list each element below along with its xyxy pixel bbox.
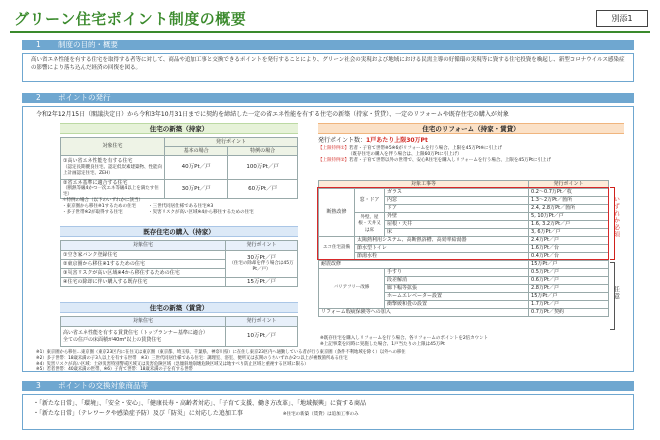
sp1-label: 【上限特例①】 bbox=[318, 145, 350, 151]
rf-item: 外壁 bbox=[385, 213, 529, 221]
section1-number: 1 bbox=[36, 40, 41, 49]
footnote: ※1）東京圏から移住…東京圏（東京23区内に在住又は東京圏（東京都、埼玉県、千葉県、神奈川県）に在住し東京23区内へ通勤している者が行う東京圏（条件不利地域を除く）以外への移住 bbox=[36, 350, 406, 355]
special-3: ・三世代同居仕様である住宅※3 bbox=[148, 204, 214, 210]
new-own-table bbox=[60, 137, 298, 199]
limit-value: 1戸あたり上限30万Pt bbox=[366, 137, 428, 144]
row1-special: 100万Pt／戸 bbox=[228, 156, 298, 180]
ex-pts: 30万Pt／戸 bbox=[247, 254, 276, 261]
row2-title: ②省エネ基準に適合する住宅 bbox=[63, 180, 128, 186]
rf-item: 内窓 bbox=[385, 197, 529, 205]
rf-pts: 15万Pt／戸 bbox=[529, 293, 609, 301]
rf-grp-barrierfree: バリアフリー改修 bbox=[319, 269, 385, 309]
exchange-line2: ・「新たな日常」（テレワークや感染症予防）及び「防災」に対応した追加工事 bbox=[33, 409, 243, 417]
rf-item: 節湯水栓 bbox=[355, 253, 529, 261]
rf-pts: 0.4万Pt／台 bbox=[529, 253, 609, 261]
rf-pts: 2.4万Pt／戸 bbox=[529, 237, 609, 245]
th-target: 対象住宅 bbox=[61, 138, 165, 156]
special-cases bbox=[62, 198, 298, 216]
ex-row2: ②東京圏から移住※1するための住宅 bbox=[61, 260, 226, 269]
reform-special2 bbox=[318, 158, 624, 164]
reform-limit bbox=[318, 137, 624, 145]
rf-grp-seismic: 耐震改修 bbox=[319, 261, 529, 269]
existing-title: 既存住宅の購入（持家） bbox=[60, 226, 298, 237]
rf-pts: 3, 6万Pt／戸 bbox=[529, 229, 609, 237]
rf-item: ホームエレベーター設置 bbox=[385, 293, 529, 301]
existing-panel bbox=[60, 226, 298, 287]
ex-pts-cell bbox=[226, 251, 298, 278]
title-rule bbox=[10, 31, 650, 33]
rf-pts: 15万Pt／戸 bbox=[529, 261, 609, 269]
rf-th-pts: 発行ポイント bbox=[529, 181, 609, 189]
sp1-text: 若者・子育て世帯※5※6がリフォームを行う場合、上限を45万Pt※に引上げ bbox=[349, 145, 503, 151]
new-rent-table bbox=[60, 316, 298, 347]
reform-note2: ※上記事業を同時に実施した場合、1戸当たりの上限は45万Pt bbox=[320, 342, 445, 348]
row1-title: ①高い省エネ性能を有する住宅 bbox=[63, 158, 133, 165]
row1-desc: （認定長期優良住宅、認定低炭素建築物、性能向上計画認定住宅、ZEH） bbox=[63, 164, 162, 176]
rf-item: 屋根・天井 bbox=[385, 221, 529, 229]
footnote: ※4）災害リスクが高い区域：土砂災害特別警戒区域又は災害危険区域（急傾斜地崩壊危険区域又は地すべり防止区域と重複する区域に限る） bbox=[36, 361, 309, 367]
ex-row4-pts: 15万Pt／戸 bbox=[226, 278, 298, 287]
rf-pts: 5, 10万Pt／戸 bbox=[529, 213, 609, 221]
ex-th-points: 発行ポイント bbox=[226, 241, 298, 251]
rent-row bbox=[61, 327, 226, 347]
rent-th-points: 発行ポイント bbox=[226, 317, 298, 327]
annex-label: 別添1 bbox=[596, 10, 648, 27]
footnotes bbox=[36, 350, 628, 373]
sp1b-text: （既存住宅の購入を伴う場合は、上限60万Ptに引上げ） bbox=[348, 151, 462, 157]
new-own-panel bbox=[60, 123, 298, 199]
reform-special1 bbox=[318, 146, 624, 158]
exchange-line1: ・「新たな日常」、「環境」、「安全・安心」、「健康長寿・高齢者対応」、「子育て支援、働き方改革」、「地域振興」に資する商品 bbox=[33, 400, 367, 407]
rf-th-work: 対象工事等 bbox=[319, 181, 529, 189]
existing-table bbox=[60, 240, 298, 287]
row2-target bbox=[61, 180, 165, 199]
rf-grp-eco: エコ住宅設備 bbox=[319, 237, 355, 261]
th-base: 基本の場合 bbox=[165, 147, 228, 156]
rent-row1: 高い省エネ性能を有する賃貸住宅（トップランナー基準に適合） bbox=[63, 330, 208, 337]
special-4: ・災害リスクが高い区域※4から移住するための住宅 bbox=[148, 210, 254, 216]
row1-target bbox=[61, 156, 165, 180]
footnote: ※5）若者世帯：40歳未満の世帯、※6）子育て世帯：18歳未満の子を有する世帯 bbox=[36, 367, 193, 373]
rf-pts: 0.5万Pt／戸 bbox=[529, 269, 609, 277]
ex-pts-note: （住宅の除却を伴う場合は45万Pt／戸） bbox=[229, 261, 294, 273]
th-special: 特例の場合 bbox=[228, 147, 298, 156]
bracket-required bbox=[610, 187, 615, 260]
ex-row4: ④住宅の除却に伴い購入する既存住宅 bbox=[61, 278, 226, 287]
rf-defect: リフォーム瑕疵保険等への加入 bbox=[319, 309, 529, 317]
rf-pts: 0.6万Pt／戸 bbox=[529, 277, 609, 285]
new-rent-panel bbox=[60, 302, 298, 347]
new-rent-title: 住宅の新築（賃貸） bbox=[60, 302, 298, 313]
rf-item: 衝撃緩和畳の設置 bbox=[385, 301, 529, 309]
rf-item: 段差解消 bbox=[385, 277, 529, 285]
rf-pts: 0.2〜0.7万Pt／枚 bbox=[529, 189, 609, 197]
reform-title: 住宅のリフォーム（持家・賃貸） bbox=[318, 123, 624, 134]
section3-bar bbox=[22, 381, 634, 391]
limit-label: 発行ポイント数： bbox=[318, 137, 367, 144]
rf-item: 床 bbox=[385, 229, 529, 237]
section2-bar bbox=[22, 93, 634, 103]
side-label-optional: 任意 bbox=[612, 286, 620, 300]
exchange-note: ※住宅の新築（賃貸）は追加工事のみ bbox=[282, 411, 359, 417]
rf-pts: 1.3〜2万Pt／箇所 bbox=[529, 197, 609, 205]
required-highlight bbox=[317, 187, 609, 260]
rf-pts: 1.6万Pt／台 bbox=[529, 245, 609, 253]
section1-bar bbox=[22, 40, 634, 50]
rf-pts: 2.4, 2.8万Pt／箇所 bbox=[529, 205, 609, 213]
special-2: ・多子世帯※2が取得する住宅 bbox=[62, 210, 123, 216]
rf-item: ドア bbox=[385, 205, 529, 213]
rf-defect-pts: 0.7万Pt／契約 bbox=[529, 309, 609, 317]
rf-pts: 1.6, 3.2万Pt／戸 bbox=[529, 221, 609, 229]
section2-title: ポイントの発行 bbox=[58, 93, 111, 102]
sp2-label: 【上限特例②】 bbox=[318, 157, 350, 163]
rent-row2: 全ての住戸の床面積が40m²以上の賃貸住宅 bbox=[63, 336, 162, 343]
ex-th-target: 対象住宅 bbox=[61, 241, 226, 251]
row2-base: 30万Pt／戸 bbox=[165, 180, 228, 199]
section3-title: ポイントの交換対象商品等 bbox=[58, 381, 148, 390]
reform-notes bbox=[320, 336, 610, 348]
special-1: ・東京圏から移住※1するための住宅 bbox=[62, 204, 137, 210]
th-points: 発行ポイント bbox=[165, 138, 298, 147]
rf-sub-window: 窓・ドア bbox=[355, 189, 385, 213]
row2-special: 60万Pt／戸 bbox=[228, 180, 298, 199]
special-head: ＊特例の場合（以下のいずれかに該当） bbox=[62, 198, 143, 203]
rf-item: 手すり bbox=[385, 269, 529, 277]
side-label-required: いずれか必須 bbox=[612, 196, 620, 238]
rent-th-target: 対象住宅 bbox=[61, 317, 226, 327]
rf-grp-insulation: 断熱改修 bbox=[319, 189, 355, 237]
rf-pts: 2.8万Pt／戸 bbox=[529, 285, 609, 293]
reform-panel bbox=[318, 123, 624, 164]
new-own-title: 住宅の新築（持家） bbox=[60, 123, 298, 134]
rf-sub-exterior: 外壁、屋根・天井又は床 bbox=[355, 213, 385, 237]
section1-title: 制度の目的・概要 bbox=[58, 40, 118, 49]
row1-base: 40万Pt／戸 bbox=[165, 156, 228, 180]
rf-item: 太陽熱利用システム、高断熱浴槽、高効率給湯器 bbox=[355, 237, 529, 245]
section2-number: 2 bbox=[36, 93, 41, 102]
purpose-text: 高い省エネ性能を有する住宅を取得する者等に対して、商品や追加工事と交換できるポイントを発行することにより、グリーン社会の実現および地域における民需主導の好循環の実現等に資する住宅投資を喚起し、新型コロナウイルス感染症の影響により落ち込んだ経済の回復を図る。 bbox=[22, 53, 634, 82]
period-text: 令和2年12月15日（閣議決定日）から令和3年10月31日までに契約を締結した一定の省エネ性能を有する住宅の新築（持家・賃貸）、一定のリフォームや既存住宅の購入が対象 bbox=[36, 111, 509, 118]
ex-row3: ③災害リスクが高い区域※4から移住するための住宅 bbox=[61, 269, 226, 278]
section3-box bbox=[22, 394, 634, 430]
page-title: グリーン住宅ポイント制度の概要 bbox=[14, 10, 247, 28]
footnote: ※2）多子世帯：18歳未満の子3人以上を有する世帯 ※3）三世代同居仕様である住宅：調理室、浴室、便所又は玄関のうちいずれか2つ以上が複数箇所ある住宅 bbox=[36, 355, 348, 361]
reform-note1: ※既存住宅を購入しリフォームを行う場合、各リフォームのポイントを2倍カウント bbox=[320, 336, 489, 341]
ex-row1: ①空き家バンク登録住宅 bbox=[61, 251, 226, 260]
rent-pts: 10万Pt／戸 bbox=[226, 327, 298, 347]
sp2-text: 若者・子育て世帯以外の世帯で、安心R住宅を購入しリフォームを行う場合、上限を45万Ptに引上げ bbox=[349, 157, 552, 163]
row2-desc: （断熱等級4かつ一次エネ等級4以上を満たす住宅） bbox=[63, 186, 159, 198]
rf-item: ガラス bbox=[385, 189, 529, 197]
rf-pts: 1.7万Pt／戸 bbox=[529, 301, 609, 309]
rf-item: 廊下幅等拡張 bbox=[385, 285, 529, 293]
section3-number: 3 bbox=[36, 381, 41, 390]
rf-item: 節水型トイレ bbox=[355, 245, 529, 253]
